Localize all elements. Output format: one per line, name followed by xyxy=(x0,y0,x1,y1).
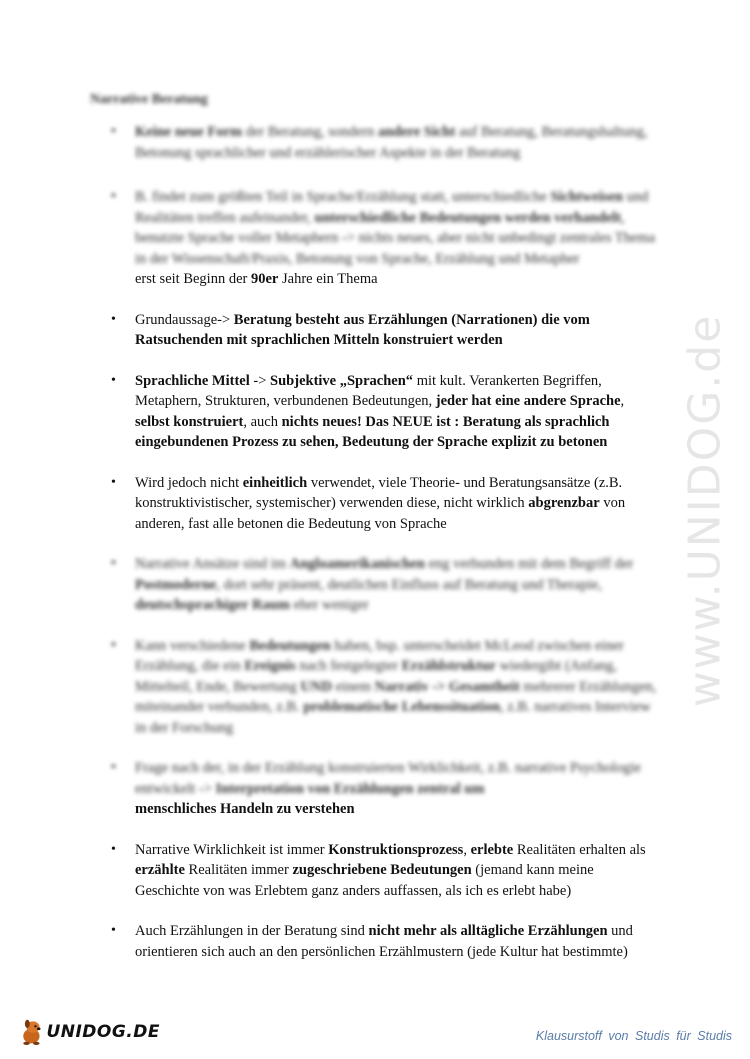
text-run: unterschiedliche Bedeutungen werden verhandelt xyxy=(314,209,622,226)
bullet-item xyxy=(105,122,660,163)
bullet-item xyxy=(105,473,660,535)
text-run: problematische Lebenssituation xyxy=(303,699,501,715)
text-run: mehrerer Erzählungen, miteinander verbunden, z.B. xyxy=(135,678,657,715)
blurred-text xyxy=(135,758,660,799)
text-run: Jahre ein Thema xyxy=(278,271,378,287)
text-run: Narrative Ansätze sind im xyxy=(135,556,290,572)
text-run: jeder hat eine andere Sprache xyxy=(435,393,621,409)
text-run: Narrative Wirklichkeit ist immer xyxy=(135,841,329,858)
bullet-item xyxy=(105,758,660,820)
bullet-item xyxy=(105,371,660,453)
visible-text xyxy=(135,799,660,820)
text-run: verwendet, viele Theorie- und Beratungsansätze (z.B. konstruktivistischer, systemischer) verwenden diese, nicht wirklich xyxy=(135,474,623,511)
text-run: von anderen, fast alle betonen die Bedeutung von Sprache xyxy=(135,495,626,532)
bullet-item xyxy=(105,310,660,351)
text-run: , xyxy=(620,393,625,409)
watermark xyxy=(665,280,745,740)
text-run: eher weniger xyxy=(289,597,369,613)
text-run: selbst konstruiert xyxy=(135,413,244,430)
text-run: , xyxy=(463,841,471,858)
bullet-item xyxy=(105,554,660,616)
text-run: Erzählstruktur xyxy=(401,658,496,674)
text-run: Realitäten erhalten als xyxy=(513,841,646,858)
text-run: Sprachliche Mittel xyxy=(135,372,250,389)
text-run: Frage nach der, in der Erzählung konstruierten Wirklichkeit, z.B. narrative Psychologie entwickelt -> xyxy=(135,760,641,797)
text-run: , dort sehr präsent, deutlichen Einfluss auf Beratung und Therapie, xyxy=(216,576,602,593)
text-run: eng verbunden mit dem Begriff der xyxy=(424,556,634,572)
text-run: auf Beratung, Beratungshaltung, Betonung sprachlicher und erzählerischer Aspekte in der Beratung xyxy=(135,124,648,161)
visible-text xyxy=(135,840,660,902)
text-run: 90er xyxy=(250,271,279,287)
visible-text xyxy=(135,473,660,535)
text-run: erlebte xyxy=(470,841,514,858)
bullet-item xyxy=(105,840,660,902)
text-run: haben, bsp. unterscheidet McLeod zwischen einer Erzählung, die ein xyxy=(135,637,624,674)
text-run: zugeschriebene Bedeutungen xyxy=(292,862,472,878)
bullet-item xyxy=(105,187,660,290)
text-run: erzählte xyxy=(135,862,185,878)
text-run: , z.B. narratives Interview in der Forschung xyxy=(135,699,651,736)
text-run: und Realitäten treffen aufeinander, xyxy=(135,189,649,226)
text-run: erst seit Beginn der xyxy=(135,271,251,287)
text-run: Konstruktionsprozess xyxy=(328,841,464,858)
logo-wordmark: UNIDOG.DE xyxy=(46,1022,160,1042)
text-run: Wird jedoch nicht xyxy=(135,474,243,491)
text-run: nach festgelegter xyxy=(295,658,402,674)
text-run: Sichtweisen xyxy=(550,189,623,205)
text-run: Grundaussage-> xyxy=(135,311,234,328)
footer-slogan: Klausurstoff von Studis für Studis xyxy=(535,1029,732,1043)
text-run: Angloamerikanischen xyxy=(289,556,425,572)
blurred-text xyxy=(135,554,660,616)
dog-mascot-icon xyxy=(20,1015,44,1049)
text-run: Bedeutungen xyxy=(249,637,331,654)
text-run: Kann verschiedene xyxy=(135,637,250,654)
text-run: , benutzte Sprache voller Metaphern -> nichts neues, aber nicht unbedingt zentrales Thema in der Wissenschaft/Praxis, Betonung von Sprache, Erzählung und Metapher xyxy=(135,209,656,267)
text-run: einem xyxy=(331,678,375,695)
text-run: Beratung besteht aus Erzählungen (Narrationen) die vom Ratsuchenden mit sprachlichen Mitteln konstruiert werden xyxy=(135,311,590,348)
text-run: abgrenzbar xyxy=(528,495,600,511)
bullet-list xyxy=(105,122,660,962)
visible-text xyxy=(135,921,660,962)
text-run: Postmoderne xyxy=(135,576,217,593)
text-run: Ereignis xyxy=(244,658,296,674)
unidog-logo xyxy=(20,1012,160,1052)
text-run: Keine neue Form xyxy=(135,124,243,140)
text-run: UND xyxy=(300,678,332,695)
text-run: , auch xyxy=(243,413,282,430)
text-run: mit kult. Verankerten Begriffen, Metaphern, Strukturen, verbundenen Bedeutungen, xyxy=(135,372,602,409)
document-heading: Narrative Beratung xyxy=(90,92,208,107)
text-run: (jemand kann meine Geschichte von was Erlebtem ganz anders auffassen, als ich es erlebt habe) xyxy=(135,862,594,899)
text-run: der Beratung, sondern xyxy=(242,124,378,140)
text-run: Subjektive „Sprachen“ xyxy=(270,372,414,389)
text-run: und orientieren sich auch an den persönlichen Erzählmustern (jede Kultur hat bestimmte) xyxy=(135,923,633,960)
text-run: B. findet zum größten Teil in Sprache/Erzählung statt, unterschiedliche xyxy=(135,189,551,205)
text-run: menschliches Handeln zu verstehen xyxy=(135,801,355,817)
text-run: Auch Erzählungen in der Beratung sind xyxy=(135,923,369,939)
blurred-text xyxy=(135,187,660,269)
blurred-text xyxy=(135,122,660,163)
watermark-text: www.UNIDOG.de xyxy=(679,313,731,707)
text-run: wiedergibt (Anfang, Mittelteil, Ende, Bewertung xyxy=(135,658,617,695)
bullet-item xyxy=(105,921,660,962)
text-run: nicht mehr als alltägliche Erzählungen xyxy=(368,923,608,939)
text-run: -> xyxy=(249,372,271,389)
text-run: Realitäten immer xyxy=(184,862,293,878)
visible-text xyxy=(135,310,660,351)
bullet-item xyxy=(105,636,660,739)
blurred-text xyxy=(135,636,660,739)
text-run: Narrativ -> Gesamtheit xyxy=(374,678,520,695)
text-run: einheitlich xyxy=(242,474,308,491)
text-run: andere Sicht xyxy=(377,124,456,140)
text-run: deutschsprachiger Raum xyxy=(135,597,290,613)
text-run: Interpretation von Erzählungen zentral um xyxy=(215,780,485,797)
visible-text xyxy=(135,371,660,453)
text-run: nichts neues! Das NEUE ist : Beratung als sprachlich eingebundenen Prozess zu sehen, Bedeutung der Sprache explizit zu betonen xyxy=(135,413,610,450)
visible-text xyxy=(135,269,660,290)
